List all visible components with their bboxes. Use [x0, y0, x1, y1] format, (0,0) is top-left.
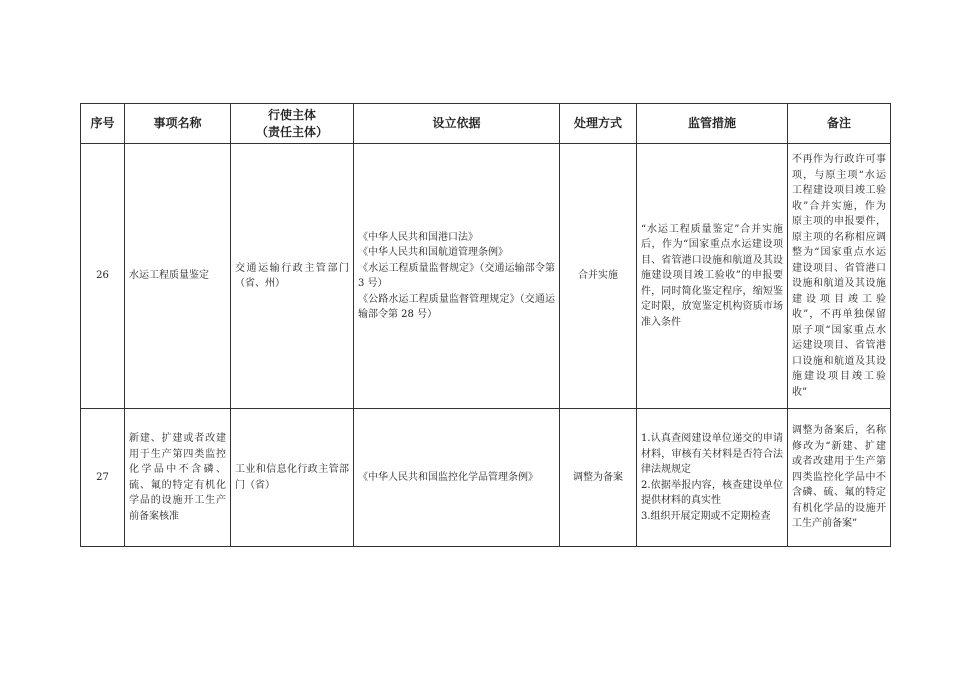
- header-authority-line2: （责任主体）: [255, 124, 328, 139]
- row-handling: 合并实施: [560, 144, 637, 409]
- basis-line: 《中华人民共和国航道管理条例》: [358, 247, 508, 258]
- header-remarks: 备注: [788, 104, 891, 144]
- header-authority-line1: 行使主体: [267, 107, 316, 122]
- measure-item: 1.认真查阅建设单位递交的申请材料，审核有关材料是否符合法律法规规定: [641, 433, 783, 475]
- measure-item: 3.组织开展定期或不定期检查: [641, 510, 771, 522]
- row-item-name: 新建、扩建或者改建用于生产第四类监控化学品中不含磷、硫、氟的特定有机化学品的设施开工生产前备案核准: [125, 409, 231, 547]
- table-row: [81, 409, 891, 547]
- basis-line: 《中华人民共和国监控化学品管理条例》: [358, 471, 538, 483]
- row-index: 26: [81, 144, 125, 409]
- row-remarks: 不再作为行政许可事项，与原主项“水运工程建设项目竣工验收”合并实施，作为原主项的申报要件，原主项的名称相应调整为“国家重点水运建设项目、省管港口设施和航道及其设施建设项目竣工验收”，不再单独保留原子项“国家重点水运建设项目、省管港口设施和航道及其设施建设项目竣工验收”: [788, 144, 891, 409]
- table-row: [81, 144, 891, 409]
- row-handling: 调整为备案: [560, 409, 637, 547]
- row-basis: [354, 144, 560, 409]
- header-authority: [231, 104, 354, 144]
- row-authority: 工业和信息化行政主管部门（省）: [231, 409, 354, 547]
- row-measures: “水运工程质量鉴定”合并实施后，作为“国家重点水运建设项目、省管港口设施和航道及其设施建设项目竣工验收”的申报要件，同时简化鉴定程序，缩短鉴定时限，放宽鉴定机构资质市场准入条件: [637, 144, 788, 409]
- header-name: 事项名称: [125, 104, 231, 144]
- regulation-table: [80, 103, 891, 547]
- row-measures: [637, 409, 788, 547]
- basis-line: 《水运工程质量监督规定》（交通运输部令第 3 号）: [358, 262, 555, 289]
- header-measures: 监管措施: [637, 104, 788, 144]
- row-item-name: 水运工程质量鉴定: [125, 144, 231, 409]
- header-basis: 设立依据: [354, 104, 560, 144]
- row-remarks: 调整为备案后，名称修改为“新建、扩建或者改建用于生产第四类监控化学品中不含磷、硫、氟的特定有机化学品的设施开工生产前备案”: [788, 409, 891, 547]
- header-handling: 处理方式: [560, 104, 637, 144]
- row-index: 27: [81, 409, 125, 547]
- measure-item: 2.依据举报内容，核查建设单位提供材料的真实性: [641, 479, 783, 506]
- row-basis: [354, 409, 560, 547]
- basis-line: 《中华人民共和国港口法》: [358, 231, 478, 243]
- header-row: [81, 104, 891, 144]
- row-authority: 交通运输行政主管部门（省、州）: [231, 144, 354, 409]
- basis-line: 《公路水运工程质量监督管理规定》（交通运输部令第 28 号）: [358, 293, 555, 320]
- header-index: 序号: [81, 104, 125, 144]
